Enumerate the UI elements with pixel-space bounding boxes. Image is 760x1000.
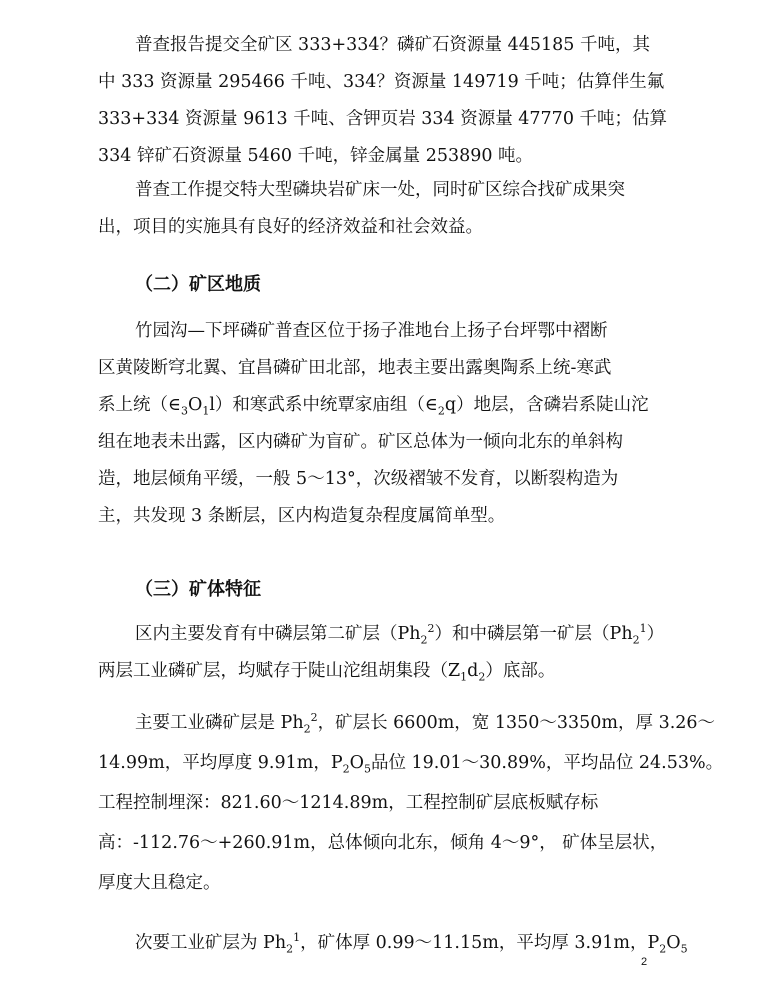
text-run: 品位 19.01～30.89%，平均品位 24.53%。 <box>370 753 724 773</box>
text-run: ）底部。 <box>485 661 556 681</box>
text-line: 工程控制埋深：821.60～1214.89m，工程控制矿层底板赋存标 <box>98 793 599 813</box>
section-heading-geology: （二）矿区地质 <box>135 274 261 295</box>
text-line: 区黄陵断穹北翼、宜昌磷矿田北部，地表主要出露奥陶系上统-寒武 <box>98 358 612 378</box>
text-line: 竹园沟—下坪磷矿普查区位于扬子准地台上扬子台坪鄂中褶断 <box>135 321 608 341</box>
paragraph-summary <box>98 172 658 246</box>
text-line: 主，共发现 3 条断层，区内构造复杂程度属简单型。 <box>98 506 506 526</box>
paragraph-geology <box>98 313 658 535</box>
text-run: 两层工业磷矿层，均赋存于陡山沱组胡集段（Z <box>98 661 461 681</box>
subscript: 2 <box>286 942 294 956</box>
text-line <box>98 653 658 690</box>
paragraph-secondary-ore-layer <box>98 925 688 962</box>
text-run: 次要工业矿层为 Ph <box>135 933 287 953</box>
text-line: 厚度大且稳定。 <box>98 873 221 893</box>
text-line: 出，项目的实施具有良好的经济效益和社会效益。 <box>98 217 483 237</box>
text-run: 系上统（∈ <box>98 395 181 415</box>
text-line: 造，地层倾角平缓，一般 5～13°，次级褶皱不发育，以断裂构造为 <box>98 469 619 489</box>
text-run: O <box>666 933 681 953</box>
text-run: l）和寒武系中统覃家庙组（∈ <box>209 395 438 415</box>
text-line <box>98 703 716 743</box>
subscript: 2 <box>420 633 428 647</box>
superscript: 2 <box>427 622 435 636</box>
text-run: O <box>349 753 364 773</box>
paragraph-main-ore-layer <box>98 703 724 903</box>
subscript: 1 <box>202 404 210 418</box>
text-line <box>98 743 724 783</box>
text-line: 334 锌矿石资源量 5460 千吨，锌金属量 253890 吨。 <box>98 146 534 166</box>
text-run: 主要工业磷矿层是 Ph <box>135 713 304 733</box>
superscript: 2 <box>310 711 318 725</box>
text-run: ，矿体厚 0.99～11.15m，平均厚 3.91m，P <box>300 933 660 953</box>
text-line <box>98 925 688 962</box>
subscript: 2 <box>437 404 445 418</box>
section-heading-orebody: （三）矿体特征 <box>135 579 261 600</box>
subscript: 1 <box>460 670 468 684</box>
paragraph-ore-layers <box>98 616 665 690</box>
subscript: 2 <box>303 722 311 736</box>
subscript: 2 <box>478 670 486 684</box>
text-run: O <box>187 395 203 415</box>
paragraph-resources <box>98 27 668 175</box>
text-line: 组在地表未出露，区内磷矿为盲矿。矿区总体为一倾向北东的单斜构 <box>98 432 623 452</box>
text-run: ）和中磷层第一矿层（Ph <box>434 624 633 644</box>
text-line: 中 333 资源量 295466 千吨、334？资源量 149719 千吨；估算伴生氟 <box>98 72 665 92</box>
superscript: 1 <box>293 931 301 945</box>
subscript: 2 <box>659 942 667 956</box>
superscript: 1 <box>639 622 647 636</box>
text-run: q）地层，含磷岩系陡山沱 <box>444 395 649 415</box>
text-line: 333+334 资源量 9613 千吨、含钾页岩 334 资源量 47770 千吨；估算 <box>98 109 668 129</box>
subscript: 5 <box>363 762 371 776</box>
text-run: ） <box>646 624 665 644</box>
text-line: 高：-112.76～+260.91m，总体倾向北东，倾角 4～9°， 矿体呈层状， <box>98 833 668 853</box>
page-number: 2 <box>641 956 648 968</box>
text-line <box>98 616 665 653</box>
text-run: ，矿层长 6600m，宽 1350～3350m，厚 3.26～ <box>317 713 716 733</box>
subscript: 3 <box>180 404 188 418</box>
text-line: 普查报告提交全矿区 333+334？磷矿石资源量 445185 千吨，其 <box>135 35 650 55</box>
text-run: 14.99m，平均厚度 9.91m，P <box>98 753 343 773</box>
text-line <box>98 387 658 424</box>
text-run: d <box>467 661 479 681</box>
subscript: 5 <box>680 942 688 956</box>
text-run: 区内主要发育有中磷层第二矿层（Ph <box>135 624 421 644</box>
text-line: 普查工作提交特大型磷块岩矿床一处，同时矿区综合找矿成果突 <box>135 180 625 200</box>
subscript: 2 <box>632 633 640 647</box>
subscript: 2 <box>342 762 350 776</box>
